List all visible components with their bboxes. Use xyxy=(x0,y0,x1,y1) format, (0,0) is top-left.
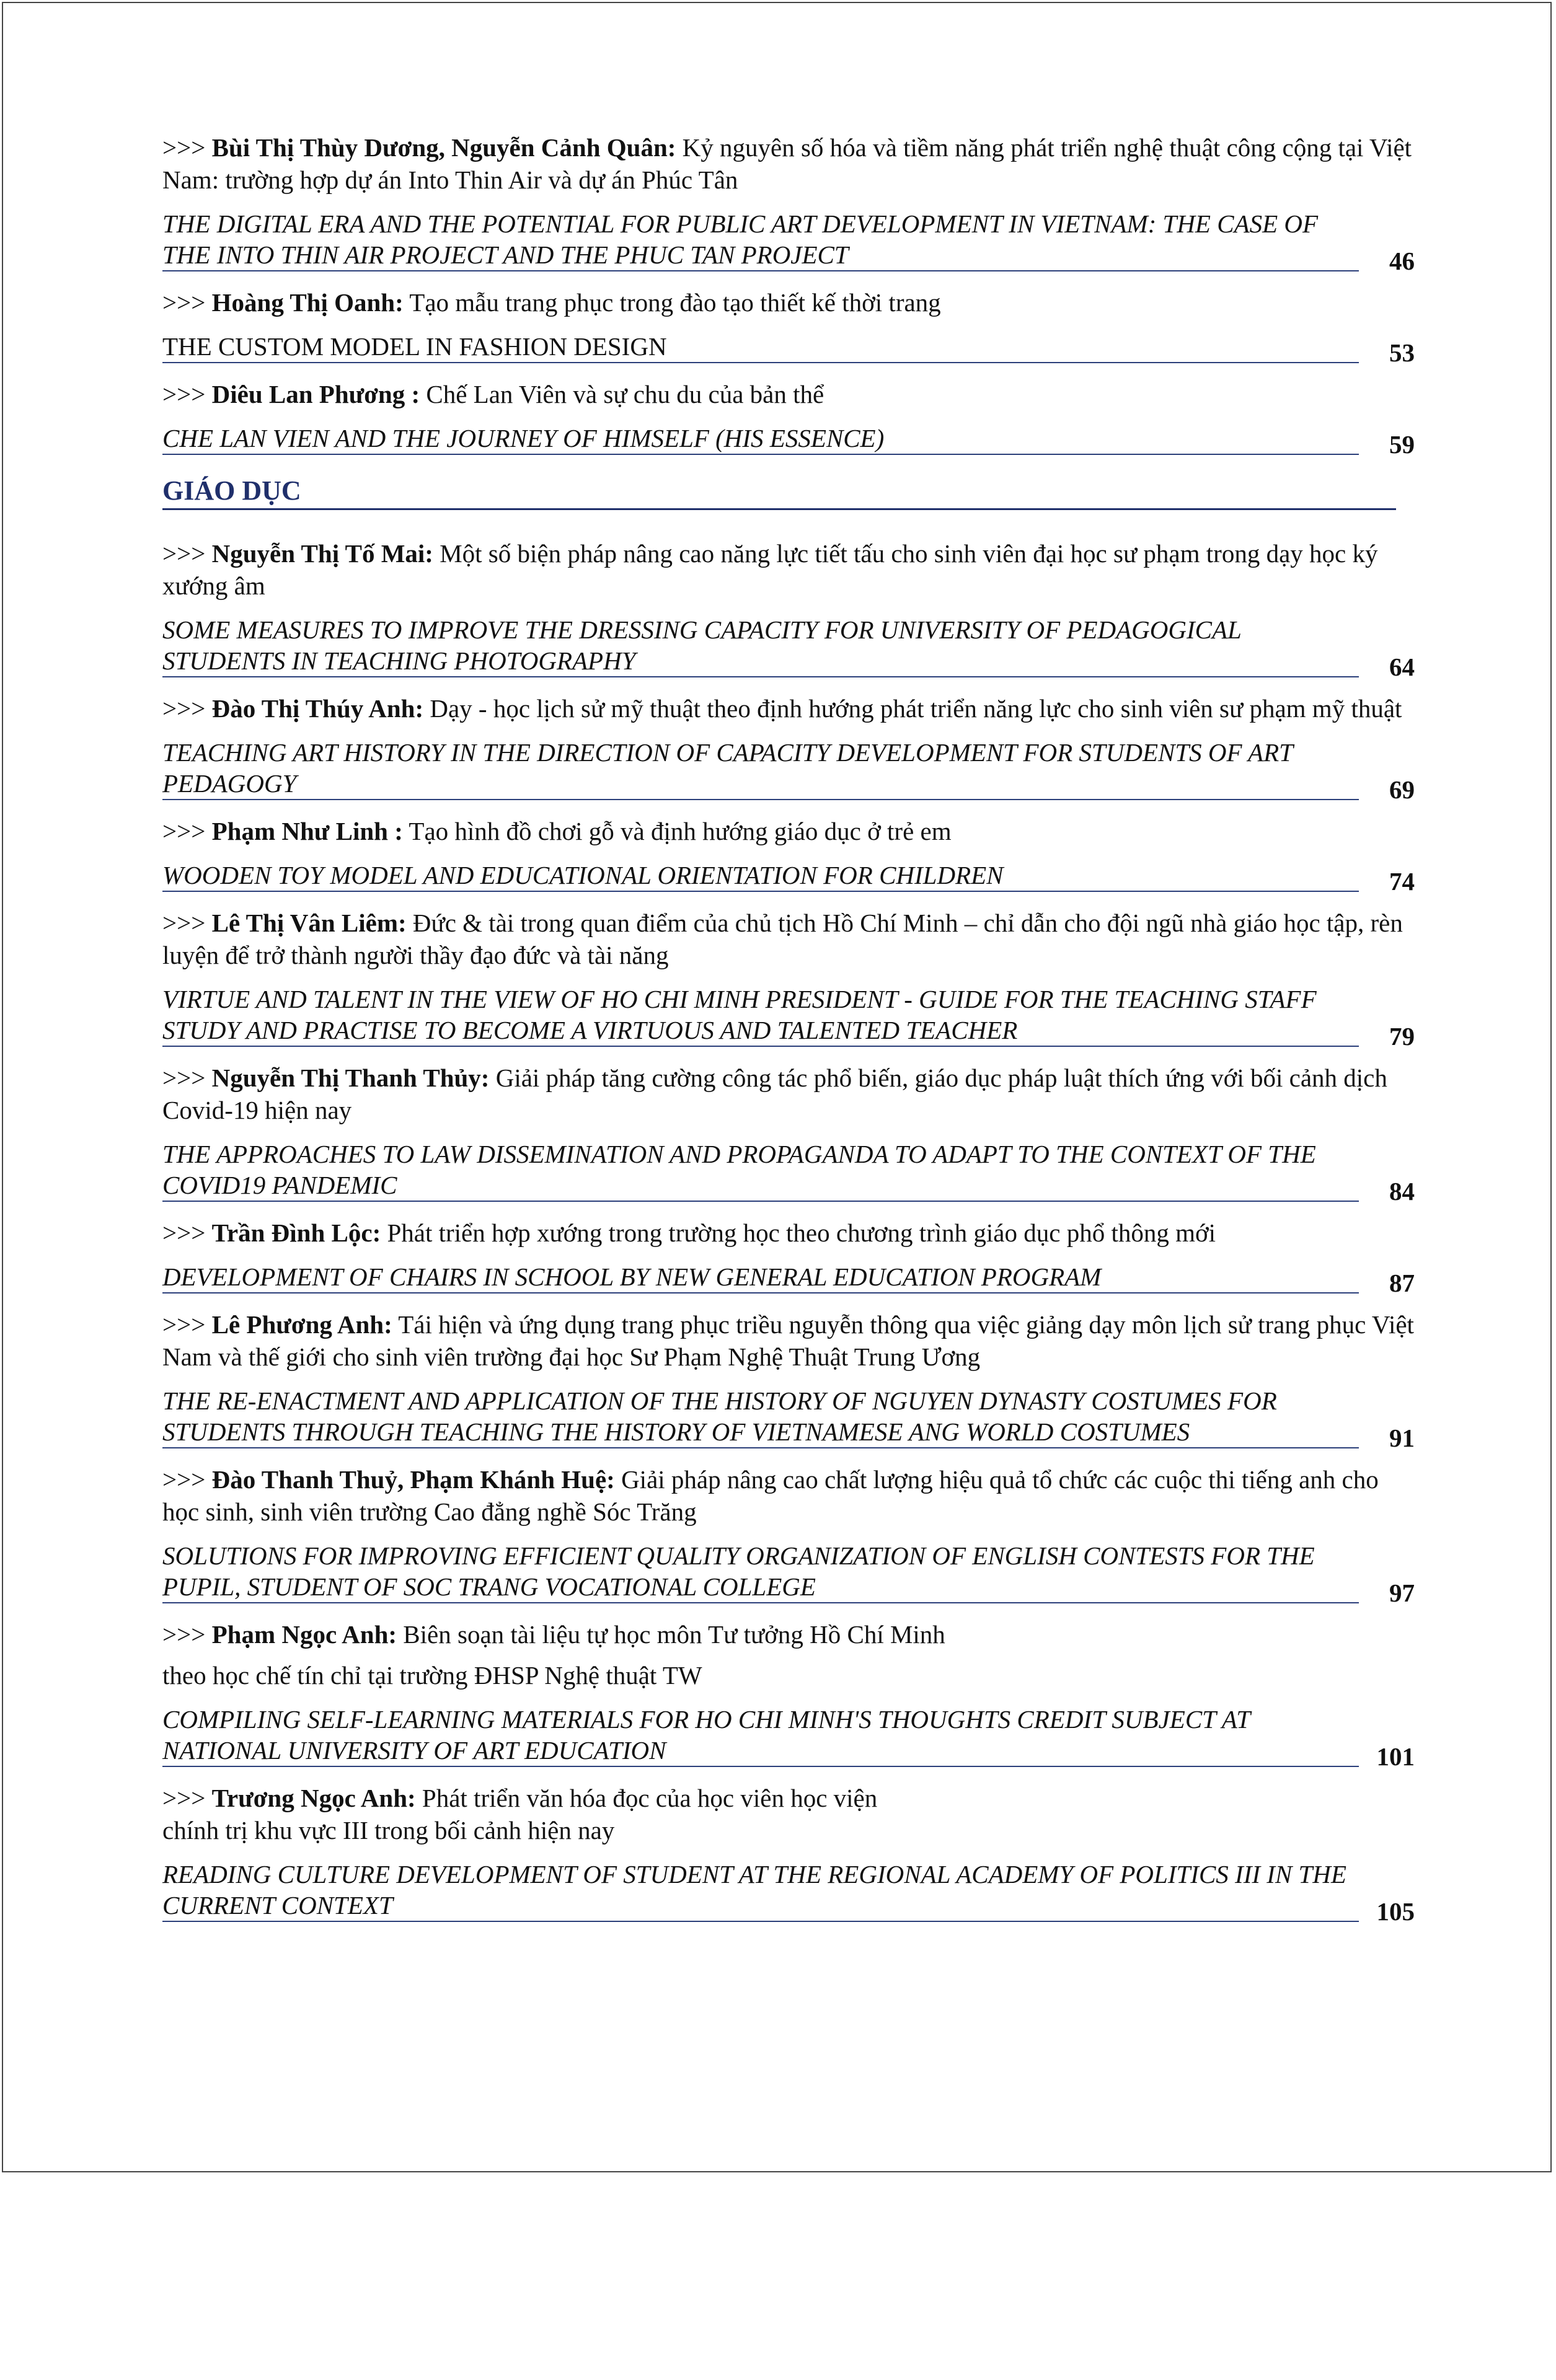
entry-title-en: DEVELOPMENT OF CHAIRS IN SCHOOL BY NEW GENERAL EDUCATION PROGRAM xyxy=(162,1261,1359,1294)
toc-entry[interactable] xyxy=(162,1308,1415,1452)
entry-authors: Nguyễn Thị Tố Mai: xyxy=(211,539,433,568)
entry-page-number: 64 xyxy=(1389,653,1415,681)
entry-vi-line xyxy=(162,1217,1415,1249)
entry-authors: Đào Thị Thúy Anh: xyxy=(211,694,424,723)
entry-en-row xyxy=(162,423,1415,459)
entry-page-number: 91 xyxy=(1389,1424,1415,1452)
entry-prefix: >>> xyxy=(162,817,206,845)
entry-title-vi: Giải pháp tăng cường công tác phổ biến, giáo dục pháp luật thích ứng với bối cảnh dịch Covid-19 hiện nay xyxy=(162,1064,1387,1124)
entry-vi-line xyxy=(162,378,1415,410)
entry-prefix: >>> xyxy=(162,1219,206,1247)
entry-en-row xyxy=(162,208,1415,275)
entry-title-vi: Đức & tài trong quan điểm của chủ tịch Hồ Chí Minh – chỉ dẫn cho đội ngũ nhà giáo học tập, rèn luyện để trở thành người thầy đạo đức và tài năng xyxy=(162,909,1403,969)
entry-vi-line xyxy=(162,1618,1415,1651)
toc-entry[interactable] xyxy=(162,131,1415,275)
entry-prefix: >>> xyxy=(162,694,206,723)
toc-entry[interactable] xyxy=(162,1062,1415,1205)
entry-page-number: 79 xyxy=(1389,1022,1415,1051)
entry-prefix: >>> xyxy=(162,1310,206,1339)
entry-page-number: 59 xyxy=(1389,430,1415,459)
entry-title-en: VIRTUE AND TALENT IN THE VIEW OF HO CHI MINH PRESIDENT - GUIDE FOR THE TEACHING STAFF STUDY AND PRACTISE TO BECOME A VIRTUOUS AND TALENTED TEACHER xyxy=(162,984,1359,1047)
entry-authors: Nguyễn Thị Thanh Thủy: xyxy=(211,1064,490,1092)
entry-title-vi: Một số biện pháp nâng cao năng lực tiết tấu cho sinh viên đại học sư phạm trong dạy học ký xướng âm xyxy=(162,539,1378,600)
entry-title-vi: Phát triển hợp xướng trong trường học theo chương trình giáo dục phổ thông mới xyxy=(387,1219,1216,1247)
entry-page-number: 87 xyxy=(1389,1269,1415,1297)
entry-vi-line xyxy=(162,1062,1415,1126)
entry-authors: Phạm Ngọc Anh: xyxy=(211,1620,397,1649)
entry-authors: Hoàng Thị Oanh: xyxy=(211,288,404,317)
entry-vi-line xyxy=(162,1463,1415,1528)
toc-entry[interactable] xyxy=(162,378,1415,459)
entry-en-row xyxy=(162,614,1415,681)
section-heading: GIÁO DỤC xyxy=(162,474,1396,510)
entry-en-row xyxy=(162,984,1415,1051)
entry-page-number: 53 xyxy=(1389,338,1415,367)
entry-vi-line xyxy=(162,131,1415,196)
entry-prefix: >>> xyxy=(162,1064,206,1092)
toc-entry[interactable] xyxy=(162,907,1415,1051)
entry-title-en: THE CUSTOM MODEL IN FASHION DESIGN xyxy=(162,331,1359,363)
entry-vi-line xyxy=(162,537,1415,602)
entry-vi-line xyxy=(162,286,1415,319)
entry-prefix: >>> xyxy=(162,288,206,317)
entry-vi-line xyxy=(162,1782,1415,1814)
entry-authors: Lê Thị Vân Liêm: xyxy=(211,909,407,937)
toc-entry[interactable] xyxy=(162,1782,1415,1926)
entry-title-en: THE APPROACHES TO LAW DISSEMINATION AND PROPAGANDA TO ADAPT TO THE CONTEXT OF THE COVID19 PANDEMIC xyxy=(162,1139,1359,1202)
entry-title-vi: Tái hiện và ứng dụng trang phục triều nguyễn thông qua việc giảng dạy môn lịch sử trang phục Việt Nam và thế giới cho sinh viên trường đại học Sư Phạm Nghệ Thuật Trung Ương xyxy=(162,1310,1414,1371)
entry-prefix: >>> xyxy=(162,539,206,568)
entry-title-en: THE RE-ENACTMENT AND APPLICATION OF THE HISTORY OF NGUYEN DYNASTY COSTUMES FOR STUDENTS THROUGH TEACHING THE HISTORY OF VIETNAMESE ANG WORLD COSTUMES xyxy=(162,1385,1359,1448)
entry-title-vi: Biên soạn tài liệu tự học môn Tư tưởng Hồ Chí Minh xyxy=(403,1620,945,1649)
entry-title-en: THE DIGITAL ERA AND THE POTENTIAL FOR PUBLIC ART DEVELOPMENT IN VIETNAM: THE CASE OF THE INTO THIN AIR PROJECT AND THE PHUC TAN PROJECT xyxy=(162,208,1359,271)
entry-title-vi: Tạo mẫu trang phục trong đào tạo thiết kế thời trang xyxy=(409,288,941,317)
entry-page-number: 101 xyxy=(1376,1742,1415,1771)
entry-vi-line xyxy=(162,692,1415,725)
entry-en-row xyxy=(162,1859,1415,1926)
table-of-contents xyxy=(162,131,1415,1937)
entry-en-row xyxy=(162,1704,1415,1771)
entry-en-row xyxy=(162,1540,1415,1607)
entry-prefix: >>> xyxy=(162,909,206,937)
entry-authors: Bùi Thị Thùy Dương, Nguyễn Cảnh Quân: xyxy=(211,133,676,162)
toc-entry[interactable] xyxy=(162,1463,1415,1607)
toc-entry[interactable] xyxy=(162,1618,1415,1771)
toc-entry[interactable] xyxy=(162,1217,1415,1297)
entry-page-number: 46 xyxy=(1389,247,1415,275)
entry-title-en: TEACHING ART HISTORY IN THE DIRECTION OF CAPACITY DEVELOPMENT FOR STUDENTS OF ART PEDAGOGY xyxy=(162,737,1359,800)
toc-entry[interactable] xyxy=(162,815,1415,896)
entry-page-number: 97 xyxy=(1389,1579,1415,1607)
entry-title-en: SOME MEASURES TO IMPROVE THE DRESSING CAPACITY FOR UNIVERSITY OF PEDAGOGICAL STUDENTS IN TEACHING PHOTOGRAPHY xyxy=(162,614,1359,677)
entry-vi-line-2: chính trị khu vực III trong bối cảnh hiện nay xyxy=(162,1816,615,1844)
entry-page-number: 74 xyxy=(1389,867,1415,896)
toc-entry[interactable] xyxy=(162,692,1415,804)
entry-title-en: SOLUTIONS FOR IMPROVING EFFICIENT QUALITY ORGANIZATION OF ENGLISH CONTESTS FOR THE PUPIL, STUDENT OF SOC TRANG VOCATIONAL COLLEGE xyxy=(162,1540,1359,1603)
entry-en-row xyxy=(162,1385,1415,1452)
entry-authors: Lê Phương Anh: xyxy=(211,1310,392,1339)
entry-en-row xyxy=(162,331,1415,367)
entry-prefix: >>> xyxy=(162,1620,206,1649)
entry-page-number: 84 xyxy=(1389,1177,1415,1205)
entry-title-vi: Chế Lan Viên và sự chu du của bản thể xyxy=(426,380,824,408)
entry-page-number: 69 xyxy=(1389,775,1415,804)
entry-title-en: CHE LAN VIEN AND THE JOURNEY OF HIMSELF (HIS ESSENCE) xyxy=(162,423,1359,455)
entry-prefix: >>> xyxy=(162,133,206,162)
entry-title-en: READING CULTURE DEVELOPMENT OF STUDENT AT THE REGIONAL ACADEMY OF POLITICS III IN THE CURRENT CONTEXT xyxy=(162,1859,1359,1922)
entry-title-vi: Tạo hình đồ chơi gỗ và định hướng giáo dục ở trẻ em xyxy=(409,817,952,845)
entry-title-vi: Dạy - học lịch sử mỹ thuật theo định hướng phát triển năng lực cho sinh viên sư phạm mỹ thuật xyxy=(430,694,1402,723)
entry-title-vi: Phát triển văn hóa đọc của học viên học viện xyxy=(422,1784,878,1812)
entry-en-row xyxy=(162,737,1415,804)
entry-vi-line xyxy=(162,1308,1415,1373)
toc-entry[interactable] xyxy=(162,286,1415,367)
entry-title-vi: Kỷ nguyên số hóa và tiềm năng phát triển nghệ thuật công cộng tại Việt Nam: trường hợp dự án Into Thin Air và dự án Phúc Tân xyxy=(162,133,1412,194)
entry-vi-line xyxy=(162,907,1415,971)
entry-vi-line-2: theo học chế tín chỉ tại trường ĐHSP Nghệ thuật TW xyxy=(162,1661,702,1690)
entry-prefix: >>> xyxy=(162,1784,206,1812)
entry-page-number: 105 xyxy=(1376,1897,1415,1926)
entry-authors: Đào Thanh Thuỷ, Phạm Khánh Huệ: xyxy=(211,1465,615,1494)
entry-en-row xyxy=(162,1261,1415,1297)
entry-title-en: COMPILING SELF-LEARNING MATERIALS FOR HO CHI MINH'S THOUGHTS CREDIT SUBJECT AT NATIONAL UNIVERSITY OF ART EDUCATION xyxy=(162,1704,1359,1767)
entry-authors: Phạm Như Linh : xyxy=(211,817,403,845)
entry-prefix: >>> xyxy=(162,380,206,408)
entry-vi-line xyxy=(162,815,1415,847)
entry-title-vi: Giải pháp nâng cao chất lượng hiệu quả tổ chức các cuộc thi tiếng anh cho học sinh, sinh viên trường Cao đẳng nghề Sóc Trăng xyxy=(162,1465,1379,1526)
entry-en-row xyxy=(162,1139,1415,1205)
entry-authors: Trương Ngọc Anh: xyxy=(211,1784,416,1812)
entry-prefix: >>> xyxy=(162,1465,206,1494)
entry-title-en: WOODEN TOY MODEL AND EDUCATIONAL ORIENTATION FOR CHILDREN xyxy=(162,860,1359,892)
entry-authors: Trần Đình Lộc: xyxy=(211,1219,381,1247)
entry-en-row xyxy=(162,860,1415,896)
toc-entry[interactable] xyxy=(162,537,1415,681)
entry-authors: Diêu Lan Phương : xyxy=(211,380,420,408)
